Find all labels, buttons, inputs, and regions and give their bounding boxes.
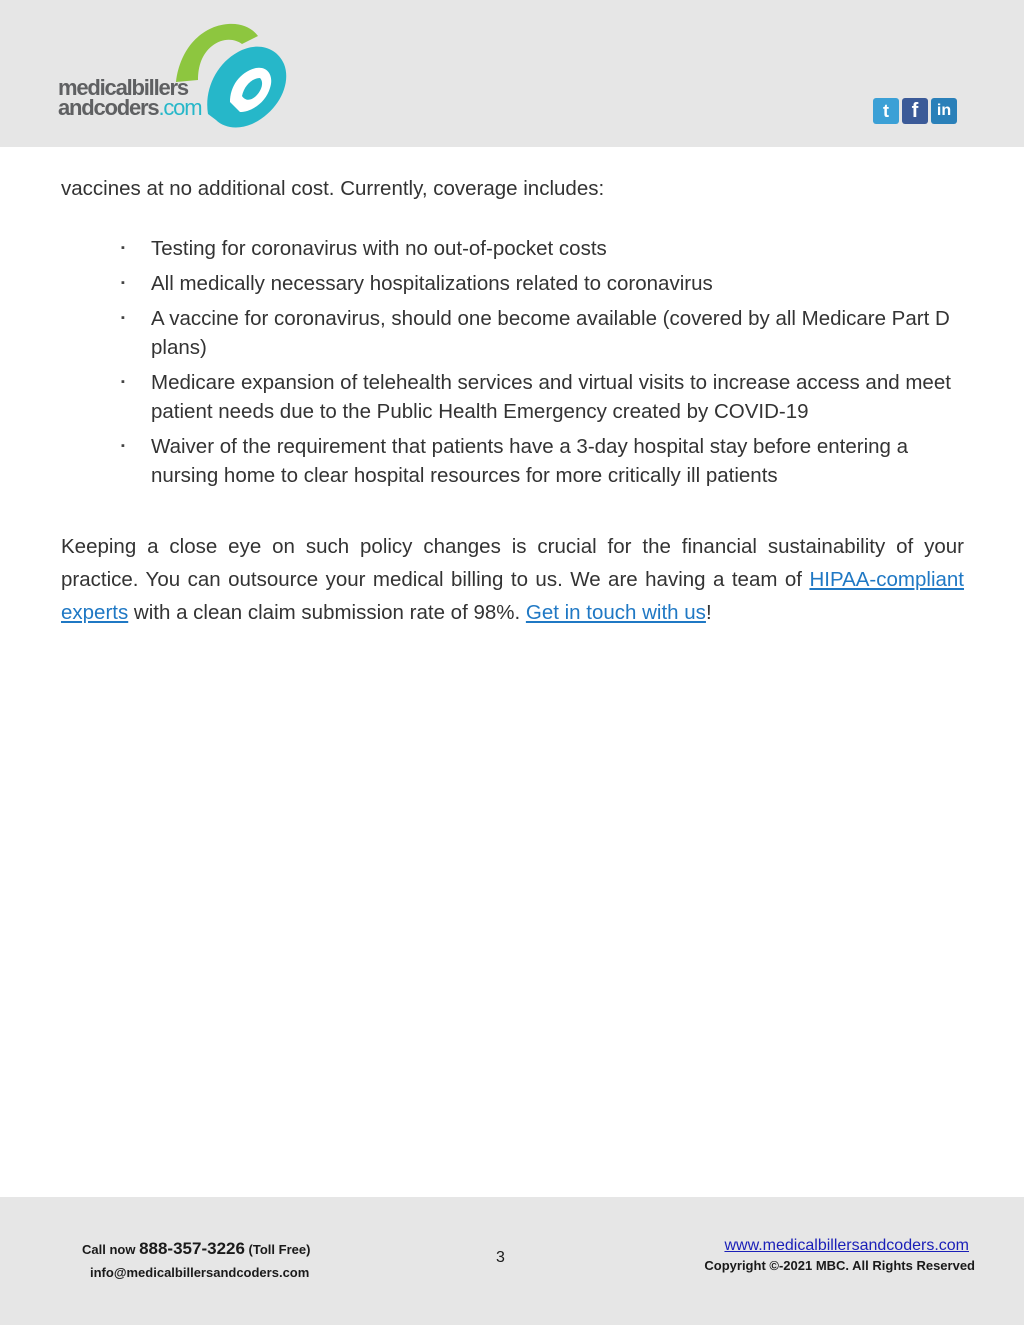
footer-email[interactable]: info@medicalbillersandcoders.com [90, 1265, 310, 1280]
facebook-icon[interactable]: f [902, 98, 928, 124]
paragraph-end: ! [705, 601, 712, 624]
page-number: 3 [496, 1249, 505, 1266]
page-footer [0, 1197, 1024, 1325]
bullet-icon: ▪ [121, 312, 125, 324]
paragraph-text-2: with a clean claim submission rate of 98%. [128, 601, 526, 624]
paragraph-text-1: Keeping a close eye on such policy changes is crucial for the financial sustainability of your practice. You can outsource your medical billing to us. We are having a team of [61, 535, 964, 591]
bullet-icon: ▪ [121, 277, 125, 289]
list-item [61, 432, 964, 490]
list-item-text: Waiver of the requirement that patients have a 3-day hospital stay before entering a nursing home to clear hospital resources for more critically ill patients [151, 435, 909, 487]
toll-free-label: (Toll Free) [244, 1242, 311, 1257]
list-item [61, 368, 964, 426]
logo-wordmark [58, 75, 202, 120]
list-item-text: A vaccine for coronavirus, should one become available (covered by all Medicare Part D plans) [151, 307, 950, 359]
list-item-text: Testing for coronavirus with no out-of-pocket costs [151, 237, 607, 260]
list-item [61, 234, 964, 263]
bullet-icon: ▪ [121, 242, 125, 254]
phone-number[interactable]: 888-357-3226 [139, 1239, 245, 1258]
intro-text: vaccines at no additional cost. Currently, coverage includes: [61, 177, 605, 200]
logo-line2 [58, 95, 202, 120]
company-logo[interactable] [58, 20, 290, 132]
footer-contact [82, 1239, 310, 1280]
list-item-text: All medically necessary hospitalizations related to coronavirus [151, 272, 713, 295]
list-item [61, 304, 964, 362]
social-links [873, 98, 957, 124]
list-item [61, 269, 964, 298]
hipaa-experts-link[interactable]: HIPAA-compliant experts [61, 568, 964, 624]
coverage-list [61, 234, 964, 490]
bullet-icon: ▪ [121, 376, 125, 388]
logo-line1: medicalbillers [58, 75, 188, 100]
page-header [0, 0, 1024, 147]
call-now-label: Call now [82, 1242, 140, 1257]
twitter-icon[interactable]: t [873, 98, 899, 124]
logo-line2-suffix: .com [158, 95, 202, 120]
closing-paragraph [61, 530, 964, 629]
linkedin-icon[interactable]: in [931, 98, 957, 124]
website-link[interactable]: www.medicalbillersandcoders.com [724, 1237, 969, 1254]
list-item-text: Medicare expansion of telehealth services and virtual visits to increase access and meet patient needs due to the Public Health Emergency created by COVID-19 [151, 371, 951, 423]
contact-us-link[interactable]: Get in touch with us [525, 601, 706, 624]
logo-line2-main: andcoders [58, 95, 159, 120]
footer-site-info [704, 1237, 975, 1273]
copyright-text: Copyright ©-2021 MBC. All Rights Reserved [704, 1258, 975, 1273]
bullet-icon: ▪ [121, 440, 125, 452]
document-body [61, 174, 964, 629]
